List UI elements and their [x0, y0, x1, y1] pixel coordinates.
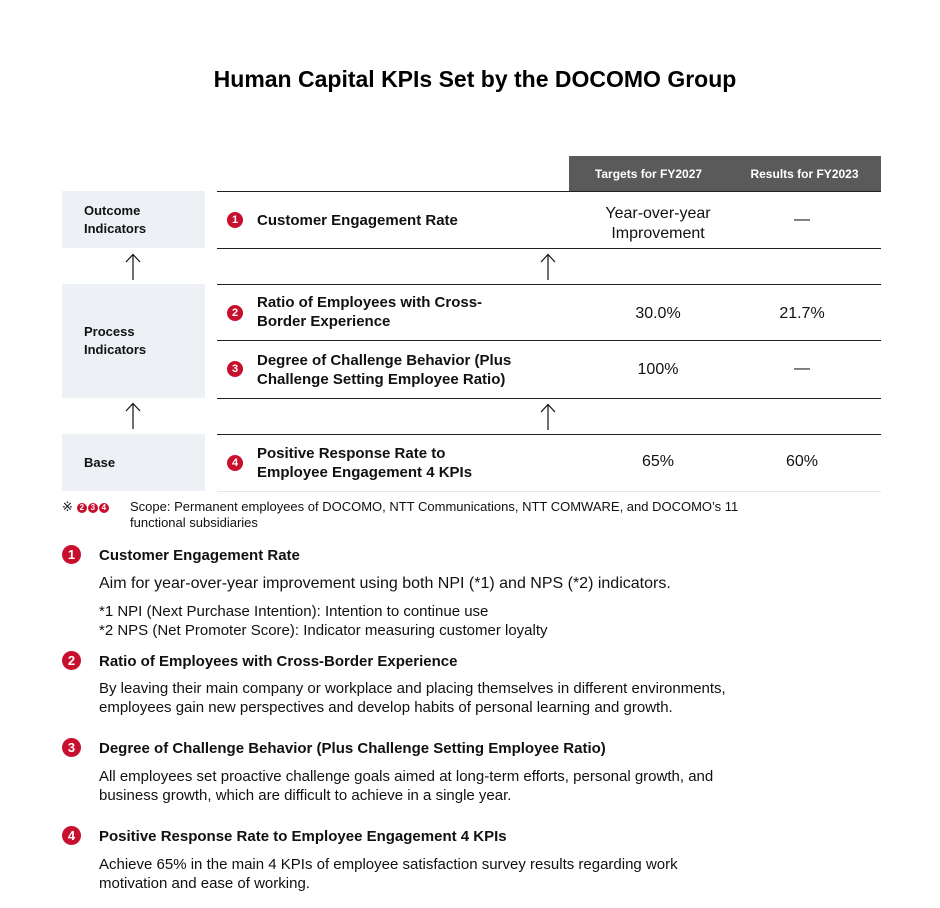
scope-note-text: Scope: Permanent employees of DOCOMO, NTT Communications, NTT COMWARE, and DOCOMO’s 11 [130, 499, 739, 514]
table-rule [217, 398, 881, 399]
kpi-label-line: Positive Response Rate to [257, 445, 446, 462]
scope-note-text: functional subsidiaries [130, 515, 258, 530]
result-value: 21.7% [779, 305, 825, 322]
table-bottom-rule [217, 491, 881, 492]
section-title: Degree of Challenge Behavior (Plus Challenge Setting Employee Ratio) [99, 740, 606, 757]
reference-mark: ※ [62, 499, 73, 514]
category-label-line: Indicators [84, 342, 147, 357]
kpi-label-line: Ratio of Employees with Cross- [257, 294, 483, 311]
target-value: 30.0% [635, 305, 681, 322]
number-badge: 3 [88, 503, 98, 513]
section-body: Aim for year-over-year improvement using both NPI (*1) and NPS (*2) indicators. [99, 575, 671, 592]
scope-note [62, 499, 842, 531]
kpi-label-line: Employee Engagement 4 KPIs [257, 464, 473, 481]
kpi-label [257, 293, 482, 331]
category-outcome-indicators [62, 191, 205, 248]
table-rule [217, 434, 881, 435]
column-header-targets: Targets for FY2027 [569, 156, 728, 191]
number-badge: 3 [62, 738, 81, 757]
section-title: Ratio of Employees with Cross-Border Experience [99, 653, 458, 670]
number-badge: 1 [62, 545, 81, 564]
section-body [99, 855, 819, 893]
kpi-label-line: Degree of Challenge Behavior (Plus [257, 352, 512, 369]
result-value: 60% [785, 453, 819, 470]
table-rule [217, 248, 881, 249]
kpi-label-line: Customer Engagement Rate [257, 212, 458, 229]
target-line: Improvement [611, 225, 705, 242]
up-arrow-icon [125, 402, 141, 430]
section-body [99, 767, 819, 805]
kpi-label [257, 444, 472, 482]
target-value: 65% [641, 453, 675, 470]
page-title: Human Capital KPIs Set by the DOCOMO Group [213, 66, 737, 92]
up-arrow-icon [540, 403, 556, 431]
category-label-line: Outcome [84, 202, 141, 218]
number-badge: 2 [227, 305, 243, 321]
category-base [62, 434, 205, 491]
section-title: Customer Engagement Rate [99, 547, 300, 564]
up-arrow-icon [540, 253, 556, 281]
body-line: All employees set proactive challenge goals aimed at long-term efforts, personal growth, and [99, 768, 714, 785]
number-badge: 2 [62, 651, 81, 670]
body-line: By leaving their main company or workplace and placing themselves in different environments, [99, 680, 726, 697]
number-badge: 3 [227, 361, 243, 377]
category-label-line: Indicators [84, 220, 147, 236]
footnote: *2 NPS (Net Promoter Score): Indicator measuring customer loyalty [99, 622, 548, 639]
number-badge: 2 [77, 503, 87, 513]
section-title: Positive Response Rate to Employee Engagement 4 KPIs [99, 828, 507, 845]
number-badge: 4 [62, 826, 81, 845]
body-line: employees gain new perspectives and develop habits of personal learning and growth. [99, 699, 673, 716]
table-rule [217, 340, 881, 341]
target-line: Year-over-year [605, 205, 711, 222]
category-process-indicators [62, 284, 205, 398]
kpi-label-line: Border Experience [257, 313, 391, 330]
category-label-line: Base [84, 454, 116, 470]
kpi-label [257, 351, 511, 389]
section-body [99, 679, 819, 717]
target-value: 100% [637, 361, 679, 378]
up-arrow-icon [125, 253, 141, 281]
result-value: — [794, 211, 810, 228]
body-line: motivation and ease of working. [99, 875, 310, 892]
target-value [592, 204, 724, 244]
footnote: *1 NPI (Next Purchase Intention): Intention to continue use [99, 603, 489, 620]
result-value: — [794, 360, 810, 377]
kpi-label-line: Challenge Setting Employee Ratio) [257, 371, 506, 388]
body-line: Achieve 65% in the main 4 KPIs of employee satisfaction survey results regarding work [99, 856, 678, 873]
section-footnotes [99, 602, 819, 640]
body-line: business growth, which are difficult to achieve in a single year. [99, 787, 512, 804]
table-rule [217, 191, 881, 192]
number-badge: 4 [99, 503, 109, 513]
number-badge: 4 [227, 455, 243, 471]
category-label-line: Process [84, 324, 135, 339]
table-rule [217, 284, 881, 285]
number-badge: 1 [227, 212, 243, 228]
column-header-results: Results for FY2023 [728, 156, 881, 191]
kpi-label [257, 211, 458, 230]
